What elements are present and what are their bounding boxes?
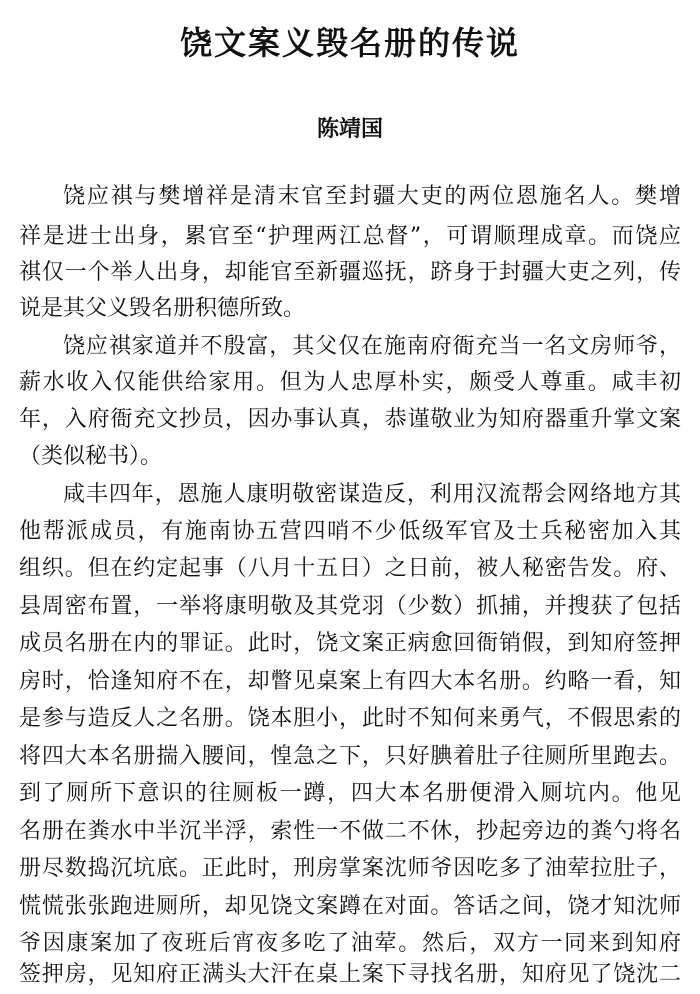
text-line: 房时，恰逢知府不在，却瞥见桌案上有四大本名册。约略一看，知 [19, 669, 681, 694]
text-line: 是参与造反人之名册。饶本胆小，此时不知何来勇气，不假思索的 [19, 706, 681, 731]
text-line: （类似秘书）。 [19, 444, 163, 469]
text-line: 名册在粪水中半沉半浮，索性一不做二不休，抄起旁边的粪勺将名 [19, 819, 681, 844]
text-line: 他帮派成员，有施南协五营四哨不少低级军官及士兵秘密加入其 [19, 519, 681, 544]
text-line: 成员名册在内的罪证。此时，饶文案正病愈回衙销假，到知府签押 [19, 631, 681, 656]
text-line: 咸丰四年，恩施人康明敬密谋造反，利用汉流帮会网络地方其 [63, 482, 681, 507]
text-line: 慌慌张张跑进厕所，却见饶文案蹲在对面。答话之间，饶才知沈师 [19, 894, 681, 919]
text-line: 饶应祺家道并不殷富，其父仅在施南府衙充当一名文房师爷， [63, 334, 681, 359]
text-line: 将四大本名册揣入腰间，惶急之下，只好腆着肚子往厕所里跑去。 [19, 744, 681, 769]
text-line: 祥是进士出身，累官至“护理两江总督”，可谓顺理成章。而饶应 [19, 224, 681, 249]
text-line: 说是其父义毁名册积德所致。 [19, 296, 306, 321]
text-line: 册尽数捣沉坑底。正此时，刑房掌案沈师爷因吃多了油荤拉肚子， [19, 856, 681, 881]
text-line: 薪水收入仅能供给家用。但为人忠厚朴实，颇受人尊重。咸丰初 [19, 370, 681, 395]
text-line: 组织。但在约定起事（八月十五日）之日前，被人秘密告发。府、 [19, 556, 681, 581]
article-title: 饶文案义毁名册的传说 [179, 24, 520, 62]
text-line: 祺仅一个举人出身，却能官至新疆巡抚，跻身于封疆大吏之列，传 [19, 260, 681, 285]
text-line: 年，入府衙充文抄员，因办事认真，恭谨敬业为知府器重升掌文案 [19, 407, 681, 432]
text-line: 县周密布置，一举将康明敬及其党羽（少数）抓捕，并搜获了包括 [19, 594, 681, 619]
text-line: 饶应祺与樊增祥是清末官至封疆大吏的两位恩施名人。樊增 [63, 184, 681, 209]
text-line: 爷因康案加了夜班后宵夜多吃了油荤。然后，双方一同来到知府 [19, 931, 681, 956]
author-name: 陈靖国 [316, 117, 383, 142]
text-line: 到了厕所下意识的往厕板一蹲，四大本名册便滑入厕坑内。他见 [19, 781, 681, 806]
text-line: 签押房，见知府正满头大汗在桌上案下寻找名册，知府见了饶沈二 [19, 962, 681, 987]
